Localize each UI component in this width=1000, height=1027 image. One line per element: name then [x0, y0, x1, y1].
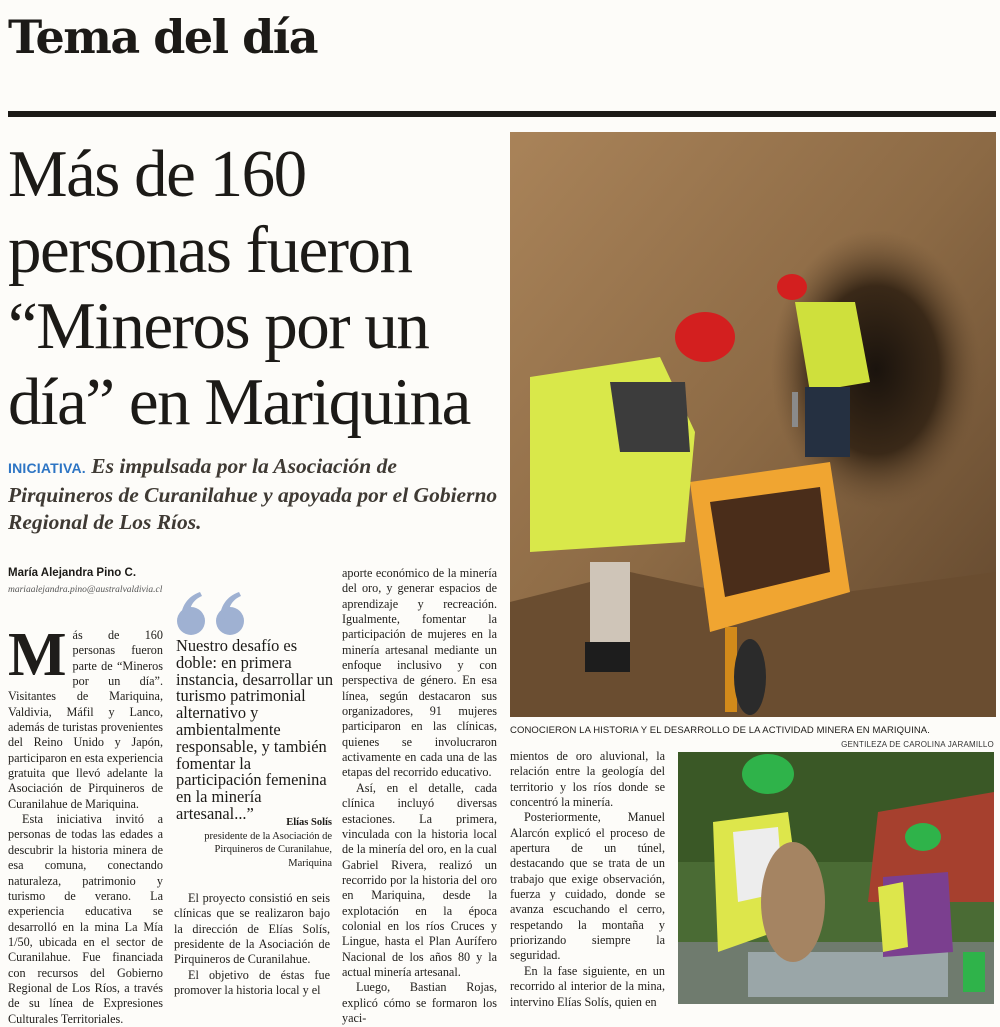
byline-author: María Alejandra Pino C. — [8, 567, 137, 579]
pull-quote: Nuestro desafío es doble: en primera instancia, desarrollar un turismo patrimonial alternativo y ambientalmente responsable, y también fomentar la participación femenina en la minería artesanal...” — [176, 636, 334, 823]
body-text: ás de 160 personas fueron parte de “Mineros por un día”. Visitantes de Mariquina, Valdivia, Máfil y Lanco, además de turistas provenientes del Reino Unido y Japón, participaron en esta experiencia gratuita que llevó adelante la Asociación de Pirquineros de Curanilahue de Mariquina. — [8, 628, 163, 811]
secondary-photo — [678, 752, 994, 1004]
drop-cap: M — [8, 621, 67, 689]
body-paragraph: Así, en el detalle, cada clínica incluyó diversas estaciones. La primera, vinculada con la historia local de la minería del oro, en la cual Gabriel Rivera, realizó un recorrido por la historia del oro en Mariquina, desde la explotación en la época colonial en los ríos Cruces y Lingue, hasta el Plan Aurífero Nacional de los años 80 y la actual minería artesanal. — [342, 780, 497, 979]
body-paragraph — [8, 621, 163, 812]
quote-name: Elías Solís — [286, 817, 332, 828]
headline-line: “Mineros por un — [8, 289, 429, 363]
section-title: Tema del día — [8, 10, 318, 64]
quote-mark-icon — [176, 590, 252, 638]
article-column-4 — [510, 749, 665, 1010]
body-paragraph: Esta iniciativa invitó a personas de todas las edades a descubrir la historia minera de esa comuna, conectando naturaleza, patrimonio y turismo de verano. La experiencia educativa se desarrolló en la mina La Mía 1/50, ubicada en el sector de Curanilahue. Fue financiada con recursos del Gobierno Regional de Los Ríos, a través de su línea de Expresiones Culturales Territoriales. — [8, 812, 163, 1026]
article-column-3 — [342, 566, 497, 1026]
body-paragraph: mientos de oro aluvional, la relación entre la geología del territorio y los ríos donde se concentró la minería. — [510, 749, 665, 810]
photo-credit: GENTILEZA DE CAROLINA JARAMILLO — [841, 740, 994, 749]
headline — [8, 136, 503, 440]
mine-photo-illustration — [510, 132, 996, 717]
headline-line: Más de 160 — [8, 137, 306, 211]
body-paragraph: El proyecto consistió en seis clínicas que se realizaron bajo la dirección de Elías Solís, presidente de la Asociación de Pirquineros de Curanilahue. — [174, 891, 330, 967]
lede-kicker: INICIATIVA. — [8, 460, 86, 476]
section-divider — [8, 111, 996, 117]
main-photo — [510, 132, 996, 717]
body-paragraph: Luego, Bastian Rojas, explicó cómo se formaron los yaci- — [342, 980, 497, 1025]
body-paragraph: Posteriormente, Manuel Alarcón explicó el proceso de apertura de un túnel, destacando que se trata de un trabajo que exige observación, fuerza y cuidado, donde se avanza escuchando el cerro, respetando la montaña y priorizando siempre la seguridad. — [510, 810, 665, 963]
body-paragraph: aporte económico de la minería del oro, y generar espacios de aprendizaje y recreación. Igualmente, fomentar la participación de mujeres en la minería artesanal mediante un enfoque inclusivo y con perspectiva de género. En esa línea, según destacaron sus organizadores, 91 mujeres participaron en las clínicas, quienes se involucraron activamente en cada una de las etapas del recorrido educativo. — [342, 566, 497, 780]
byline-email[interactable]: mariaalejandra.pino@australvaldivia.cl — [8, 585, 163, 595]
body-paragraph: El objetivo de éstas fue promover la historia local y el — [174, 967, 330, 998]
panning-photo-illustration — [678, 752, 994, 1004]
article-column-2 — [174, 891, 330, 998]
headline-line: día” en Mariquina — [8, 365, 470, 439]
lede — [8, 453, 503, 536]
headline-line: personas fueron — [8, 213, 412, 287]
article-column-1 — [8, 621, 163, 1027]
body-paragraph: En la fase siguiente, en un recorrido al interior de la mina, intervino Elías Solís, quien en — [510, 963, 665, 1009]
lede-text: Es impulsada por la Asociación de Pirquineros de Curanilahue y apoyada por el Gobierno Regional de Los Ríos. — [8, 454, 498, 534]
quote-attribution — [176, 816, 332, 870]
quote-role: presidente de la Asociación de Pirquineros de Curanilahue, Mariquina — [204, 830, 332, 869]
photo-caption: CONOCIERON LA HISTORIA Y EL DESARROLLO DE LA ACTIVIDAD MINERA EN MARIQUINA. — [510, 725, 930, 736]
